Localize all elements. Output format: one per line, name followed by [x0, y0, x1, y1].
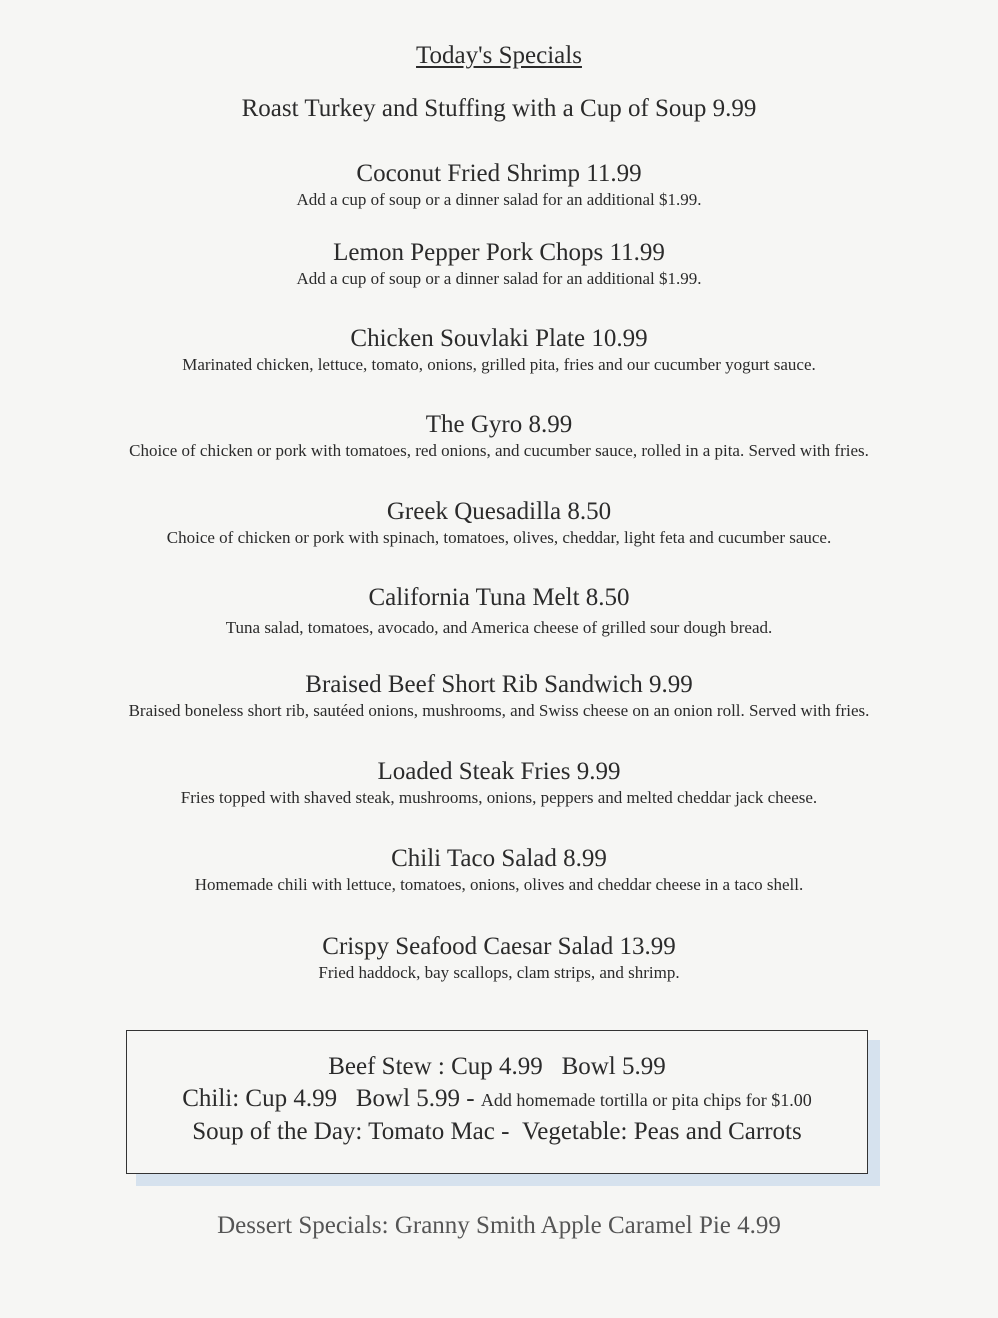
menu-item: [0, 670, 998, 722]
item-name: Coconut Fried Shrimp 11.99: [356, 160, 642, 187]
item-name: The Gyro 8.99: [425, 411, 573, 438]
soup-of-day-line: [127, 1116, 867, 1148]
item-name: Crispy Seafood Caesar Salad 13.99: [322, 933, 676, 960]
chili-bowl: Bowl 5.99 -: [355, 1085, 475, 1112]
item-description: Add a cup of soup or a dinner salad for an additional $1.99.: [296, 269, 702, 288]
menu-item: [0, 583, 998, 639]
menu-item: [0, 94, 998, 124]
menu-item: [0, 410, 998, 462]
soup-box: [126, 1030, 868, 1174]
item-description: Tuna salad, tomatoes, avocado, and America cheese of grilled sour dough bread.: [225, 618, 773, 637]
chili-cup: Chili: Cup 4.99: [182, 1085, 338, 1112]
menu-item: [0, 238, 998, 290]
dessert-specials: Dessert Specials: Granny Smith Apple Caramel Pie 4.99: [217, 1212, 781, 1239]
menu-item: [0, 159, 998, 211]
item-name: California Tuna Melt 8.50: [368, 584, 630, 611]
soup-of-day: Soup of the Day: Tomato Mac -: [192, 1118, 510, 1145]
item-description: Homemade chili with lettuce, tomatoes, onions, olives and cheddar cheese in a taco shell.: [194, 875, 804, 894]
item-description: Marinated chicken, lettuce, tomato, onions, grilled pita, fries and our cucumber yogurt sauce.: [182, 355, 816, 374]
item-name: Chicken Souvlaki Plate 10.99: [350, 325, 648, 352]
item-name: Greek Quesadilla 8.50: [386, 498, 612, 525]
item-name: Roast Turkey and Stuffing with a Cup of Soup 9.99: [241, 95, 757, 122]
item-description: Add a cup of soup or a dinner salad for an additional $1.99.: [296, 190, 702, 209]
item-description: Fries topped with shaved steak, mushrooms, onions, peppers and melted cheddar jack cheese.: [180, 788, 818, 807]
item-name: Lemon Pepper Pork Chops 11.99: [333, 239, 665, 266]
page-title: Today's Specials: [416, 42, 582, 69]
beef-stew-bowl: Bowl 5.99: [561, 1053, 666, 1080]
beef-stew-cup: Beef Stew : Cup 4.99: [328, 1053, 543, 1080]
item-description: Braised boneless short rib, sautéed onions, mushrooms, and Swiss cheese on an onion roll. Served with fries.: [128, 701, 870, 720]
menu-item: [0, 497, 998, 549]
menu-item: [0, 757, 998, 809]
menu-item: [0, 844, 998, 896]
menu-item: [0, 324, 998, 376]
beef-stew-line: [127, 1051, 867, 1083]
vegetable: Vegetable: Peas and Carrots: [521, 1118, 802, 1145]
item-description: Fried haddock, bay scallops, clam strips, and shrimp.: [318, 963, 680, 982]
item-name: Braised Beef Short Rib Sandwich 9.99: [305, 671, 693, 698]
item-description: Choice of chicken or pork with tomatoes, red onions, and cucumber sauce, rolled in a pita. Served with fries.: [129, 441, 869, 460]
item-name: Loaded Steak Fries 9.99: [377, 758, 621, 785]
item-description: Choice of chicken or pork with spinach, tomatoes, olives, cheddar, light feta and cucumber sauce.: [166, 528, 832, 547]
chili-addon: Add homemade tortilla or pita chips for $1.00: [480, 1090, 812, 1110]
menu-item: [0, 932, 998, 984]
item-name: Chili Taco Salad 8.99: [391, 845, 607, 872]
chili-line: [127, 1083, 867, 1116]
